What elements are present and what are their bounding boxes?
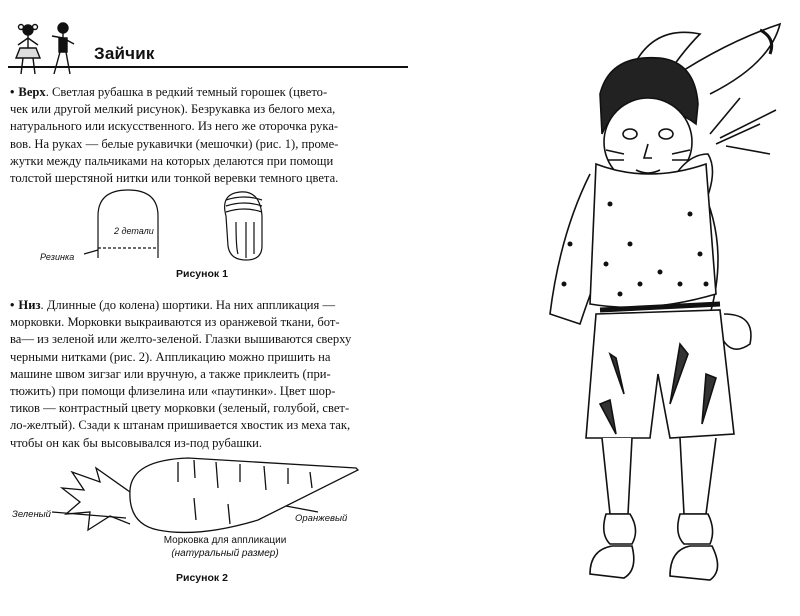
leg-right — [680, 438, 716, 514]
figure2-description — [140, 534, 310, 560]
carrot-top-leaves — [710, 98, 776, 154]
figure1-caption: Рисунок 1 — [176, 268, 228, 280]
mitten-figure — [40, 186, 320, 262]
figure2-caption: Рисунок 2 — [176, 572, 228, 584]
orange-pointer — [286, 506, 318, 512]
paragraph-bottom — [10, 297, 412, 452]
paragraph-line: тиков — контрастный цвету морковки (зеленый, голубой, свет- — [10, 401, 350, 416]
bullet: • — [10, 85, 15, 99]
paragraph-line: натурального или искусственного. Из него же оторочка рука- — [10, 119, 339, 134]
mitten-finger-lines — [236, 222, 254, 258]
heading-bottom: Низ — [18, 298, 41, 312]
figure2-description-sub: (натуральный размер) — [171, 548, 279, 559]
page-title: Зайчик — [94, 44, 155, 63]
paragraph-top — [10, 84, 412, 187]
detail-label: 2 детали — [114, 226, 154, 236]
paragraph-line: ло-желтый). Сзади к штанам пришивается хвостик из меха так, — [10, 418, 351, 433]
sock-right — [678, 514, 713, 544]
paragraph-line: жутки между пальчиками на которых делаются при помощи — [10, 153, 334, 168]
paragraph-line: • Верх. Светлая рубашка в редкий темный горошек (цвето- — [10, 85, 328, 99]
elastic-label: Резинка — [40, 252, 75, 262]
shoe-right — [670, 546, 718, 580]
shoe-left — [590, 546, 634, 578]
bunny-costume-illustration — [520, 14, 790, 604]
carrot-ridge-lines — [178, 460, 312, 524]
bullet: • — [10, 298, 15, 312]
label-green: Зеленый — [12, 509, 51, 520]
dancing-children-icon — [8, 18, 88, 78]
paragraph-line: черными нитками (рис. 2). Аппликацию можно пришить на — [10, 349, 331, 364]
paragraph-line: тюжить) при помощи флизелина или «паутинки». Цвет шор- — [10, 384, 336, 399]
paragraph-line: чек или другой мелкий рисунок). Безрукавка из белого меха, — [10, 102, 336, 117]
paragraph-line: чтобы он как бы высовывался из-под рубашки. — [10, 435, 263, 450]
paragraph-line: толстой шерстяной нитки или тонкой веревки темного цвета. — [10, 171, 339, 186]
paragraph-line: вов. На руках — белые рукавички (мешочки) (рис. 1), проме- — [10, 136, 339, 151]
mitten-outline — [225, 192, 262, 260]
carrot-leaves-outline — [62, 468, 130, 530]
shirt — [590, 164, 716, 307]
tail — [720, 314, 751, 349]
paragraph-line: морковки. Морковки выкраиваются из оранжевой ткани, бот- — [10, 315, 340, 330]
paragraph-line: ва— из зеленой или желто-зеленой. Глазки вышиваются сверху — [10, 332, 352, 347]
sock-left — [604, 514, 636, 544]
figure2-description-main: Морковка для аппликации — [163, 535, 287, 546]
heading-top: Верх — [18, 85, 46, 99]
leg-left — [602, 438, 632, 514]
paragraph-line: машине швом зигзаг или вручную, а также приклеить (при- — [10, 366, 331, 381]
title-rule — [8, 66, 408, 68]
elastic-pointer — [84, 250, 98, 254]
label-orange: Оранжевый — [295, 513, 348, 524]
paragraph-line: • Низ. Длинные (до колена) шортики. На них аппликация — — [10, 298, 336, 312]
